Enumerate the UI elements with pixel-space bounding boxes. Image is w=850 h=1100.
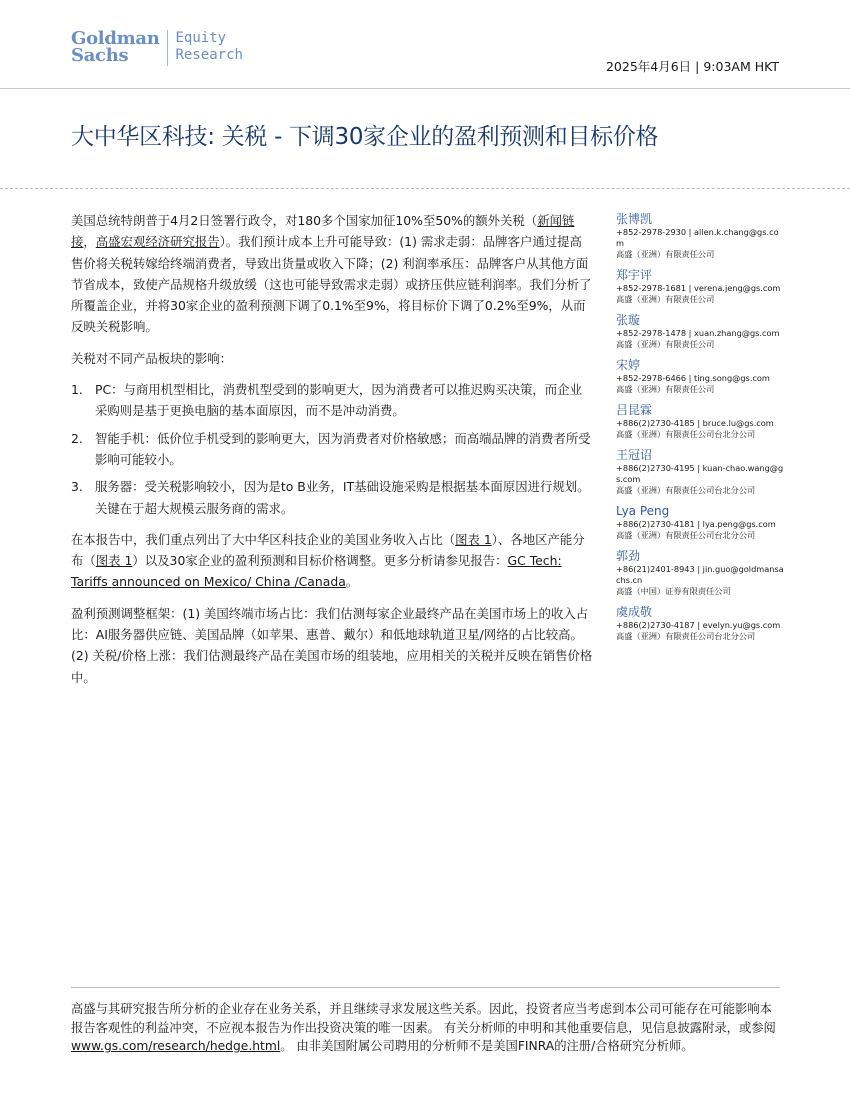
analyst-contact: +886(2)2730-4187 | evelyn.yu@gs.com: [616, 620, 781, 630]
impact-list: [71, 379, 593, 519]
analyst-name: 吕昆霖: [616, 403, 653, 417]
analyst-card: [616, 605, 786, 642]
analyst-card: [616, 549, 786, 597]
analyst-name: 王冠诏: [616, 448, 653, 462]
list-item: 2. 智能手机：低价位手机受到的影响更大，因为消费者对价格敏感；而高端品牌的消费者所受影响可能较小。: [71, 430, 591, 467]
analyst-org: 高盛（亚洲）有限责任公司: [616, 384, 715, 394]
page-header: [0, 0, 850, 89]
exhibit-1-link-2[interactable]: 图表 1: [95, 553, 133, 569]
analyst-contact: +852-2978-1681 | verena.jeng@gs.com: [616, 283, 781, 293]
paragraph-impact-heading: 关税对不同产品板块的影响：: [71, 350, 233, 366]
analyst-org: 高盛（亚洲）有限责任公司: [616, 339, 715, 349]
news-link[interactable]: 新闻链接: [71, 213, 575, 250]
analyst-contact: +886(2)2730-4185 | bruce.lu@gs.com: [616, 418, 774, 428]
analyst-contact: +886(2)2730-4195 | kuan-chao.wang@gs.com: [616, 463, 784, 484]
analyst-org: 高盛（亚洲）有限责任公司: [616, 249, 715, 259]
analyst-name: 张璇: [616, 313, 641, 327]
title-divider: [0, 188, 850, 189]
paragraph-framework: 盈利预测调整框架：(1) 美国终端市场占比：我们估测每家企业最终产品在美国市场上的收入占比：AI服务器供应链、美国品牌（如苹果、惠普、戴尔）和低地球轨道卫星/网络的占比较高。(2) 关税/价格上涨：我们估测最终产品在美国市场的组装地，应用相关的关税并反映在销售价格中。: [71, 605, 593, 685]
macro-report-link[interactable]: 高盛宏观经济研究报告: [95, 234, 220, 250]
analyst-card: [616, 268, 786, 305]
exhibit-1-link[interactable]: 图表 1: [455, 531, 492, 547]
analyst-name: Lya Peng: [616, 504, 670, 518]
list-item: 3. 服务器：受关税影响较小，因为是to B业务，IT基础设施采购是根据基本面原因进行规划。关键在于超大规模云服务商的需求。: [71, 479, 590, 516]
goldman-sachs-logo: [71, 30, 243, 70]
logo-equity-research: Equity Research: [175, 30, 243, 63]
gc-tech-report-link[interactable]: GC Tech: Tariffs announced on Mexico/ China /Canada: [71, 553, 562, 590]
analyst-contact: +852-2978-6466 | ting.song@gs.com: [616, 373, 770, 383]
logo-wordmark: Goldman Sachs: [71, 28, 160, 66]
analyst-contact: +86(21)2401-8943 | jin.guo@goldmansachs.cn: [616, 564, 784, 585]
analyst-name: 郑宇评: [616, 268, 653, 282]
paragraph-report-focus: 在本报告中，我们重点列出了大中华区科技企业的美国业务收入占比（图表 1）、各地区产能分布（图表 1）以及30家企业的盈利预测和目标价格调整。更多分析请参见报告：GC Tech: Tariffs announced on Mexico/ China /Canada。: [71, 531, 585, 590]
analyst-org: 高盛（亚洲）有限责任公司台北分公司: [616, 429, 756, 439]
analyst-contact: +886(2)2730-4181 | lya.peng@gs.com: [616, 519, 776, 529]
analyst-card: [616, 358, 786, 395]
analyst-org: 高盛（亚洲）有限责任公司台北分公司: [616, 631, 756, 641]
analyst-org: 高盛（亚洲）有限责任公司台北分公司: [616, 530, 756, 540]
analyst-card: [616, 313, 786, 350]
analyst-card: [616, 504, 786, 541]
analyst-org: 高盛（亚洲）有限责任公司台北分公司: [616, 485, 756, 495]
disclaimer: 高盛与其研究报告所分析的企业存在业务关系，并且继续寻求发展这些关系。因此，投资者应当考虑到本公司可能存在可能影响本报告客观性的利益冲突，不应视本报告为作出投资决策的唯一因素。 有关分析师的申明和其他重要信息，见信息披露附录，或参阅www.gs.com/research/hedge.html。 由非美国附属公司聘用的分析师不是美国FINRA的注册/合格研究分析师。: [71, 1002, 776, 1054]
list-item: 1. PC：与商用机型相比，消费机型受到的影响更大，因为消费者可以推迟购买决策，而企业采购则是基于更换电脑的基本面原因，而不是冲动消费。: [71, 382, 582, 419]
analyst-name: 张博凯: [616, 212, 653, 226]
report-title: 大中华区科技: 关税 - 下调30家企业的盈利预测和目标价格: [71, 124, 659, 150]
report-body: [71, 210, 593, 698]
analyst-name: 郭劲: [616, 549, 641, 563]
analyst-org: 高盛（中国）证券有限责任公司: [616, 586, 731, 596]
analyst-name: 宋婷: [616, 358, 641, 372]
footer-divider: [71, 987, 780, 988]
analyst-contact: +852-2978-1478 | xuan.zhang@gs.com: [616, 328, 780, 338]
disclosure-link[interactable]: www.gs.com/research/hedge.html: [71, 1039, 281, 1054]
paragraph-intro: 美国总统特朗普于4月2日签署行政令，对180多个国家加征10%至50%的额外关税（新闻链接，高盛宏观经济研究报告）。我们预计成本上升可能导致：(1) 需求走弱：品牌客户通过提高售价将关税转嫁给终端消费者，导致出货量或收入下降；(2) 利润率承压：品牌客户从其他方面节省成本，致使产品规格升级放缓（这也可能导致需求走弱）或挤压供应链利润率。我们分析了所覆盖企业，并将30家企业的盈利预测下调了0.1%至9%，将目标价下调了0.2%至9%，从而反映关税影响。: [71, 213, 592, 335]
report-datetime: 2025年4月6日 | 9:03AM HKT: [605, 59, 779, 74]
analyst-sidebar: [616, 212, 786, 650]
analyst-card: [616, 448, 786, 496]
analyst-card: [616, 212, 786, 260]
analyst-org: 高盛（亚洲）有限责任公司: [616, 294, 715, 304]
analyst-contact: +852-2978-2930 | allen.k.chang@gs.com: [616, 227, 779, 248]
analyst-name: 虞成敬: [616, 605, 653, 619]
logo-divider: [167, 30, 168, 66]
analyst-card: [616, 403, 786, 440]
